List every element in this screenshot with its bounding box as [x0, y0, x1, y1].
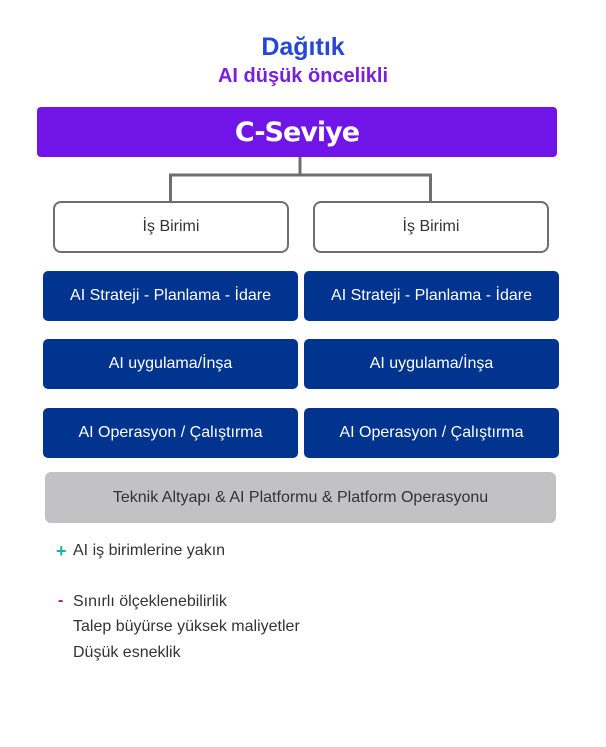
right-operations-layer: AI Operasyon / Çalıştırma: [304, 408, 559, 458]
infrastructure-box: Teknik Altyapı & AI Platformu & Platform Operasyonu: [45, 472, 556, 523]
diagram-subtitle: AI düşük öncelikli: [217, 65, 389, 87]
left-build-layer: AI uygulama/İnşa: [43, 339, 298, 389]
pro-item: AI iş birimlerine yakın: [73, 542, 226, 559]
left-operations-layer: AI Operasyon / Çalıştırma: [43, 408, 298, 458]
plus-sign: +: [56, 541, 67, 561]
business-unit-right: İş Birimi: [313, 201, 549, 253]
right-build-layer: AI uygulama/İnşa: [304, 339, 559, 389]
con-item: Talep büyürse yüksek maliyetler: [73, 618, 300, 635]
left-strategy-layer: AI Strateji - Planlama - İdare: [43, 271, 298, 321]
business-unit-left: İş Birimi: [53, 201, 289, 253]
con-item: Düşük esneklik: [73, 644, 181, 661]
c-level-box: C-Seviye: [37, 107, 557, 157]
right-strategy-layer: AI Strateji - Planlama - İdare: [304, 271, 559, 321]
minus-sign: -: [58, 592, 64, 609]
diagram-title: Dağıtık: [261, 33, 345, 61]
con-item: Sınırlı ölçeklenebilirlik: [73, 593, 227, 610]
